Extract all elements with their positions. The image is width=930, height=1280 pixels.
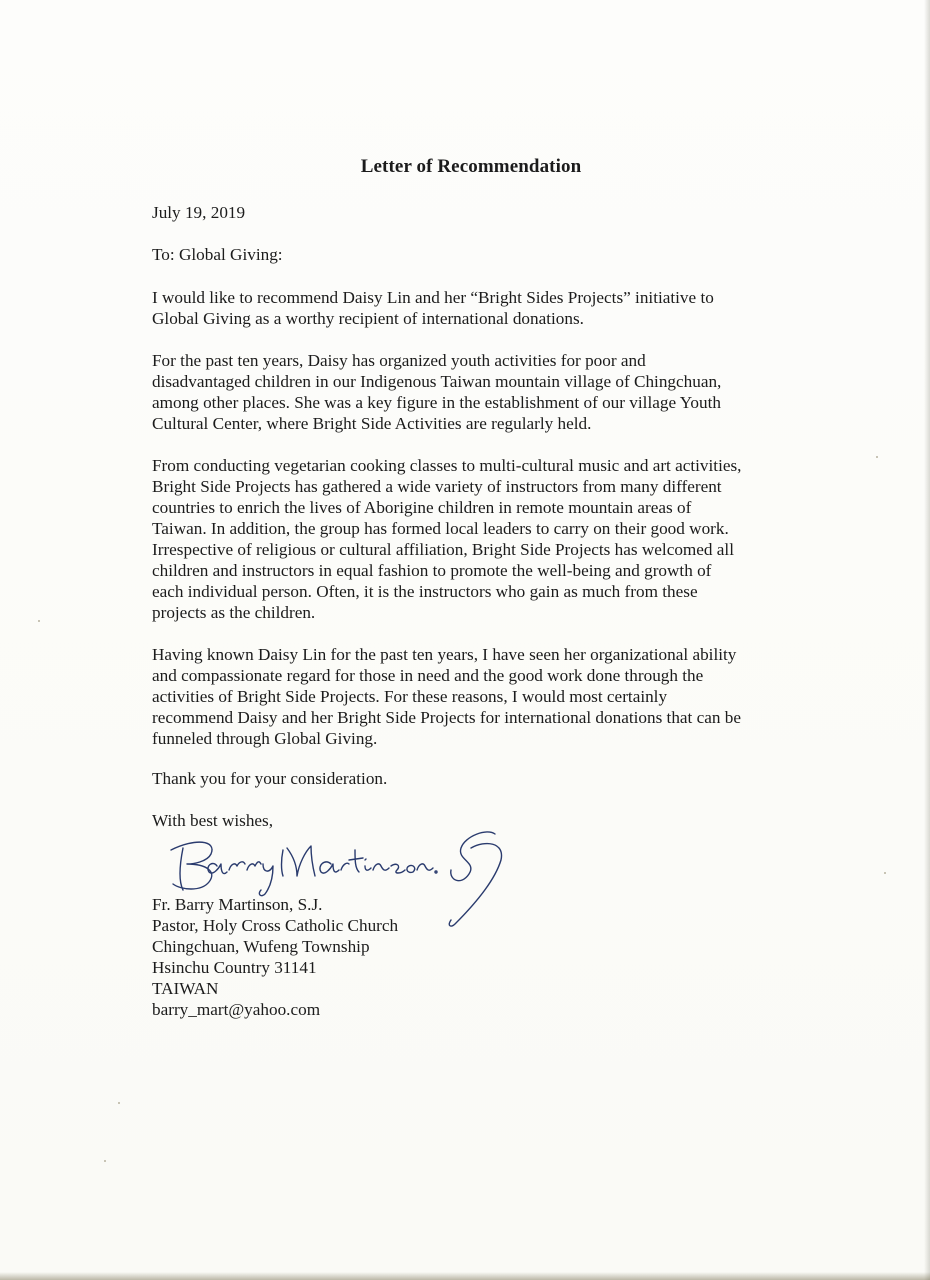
paragraph-line: Irrespective of religious or cultural affiliation, Bright Side Projects has welcomed all [152, 540, 734, 559]
scan-speck [876, 456, 878, 458]
paragraph-line: I would like to recommend Daisy Lin and her “Bright Sides Projects” initiative to [152, 288, 714, 307]
paragraph-3 [152, 455, 741, 623]
letter-salutation [152, 244, 283, 265]
paragraph-line: activities of Bright Side Projects. For these reasons, I would most certainly [152, 687, 668, 706]
paragraph-line: recommend Daisy and her Bright Side Projects for international donations that can be [152, 708, 741, 727]
scan-speck [104, 1160, 106, 1162]
closing-line: With best wishes, [152, 811, 274, 830]
paragraph-line: Taiwan. In addition, the group has formed local leaders to carry on their good work. [152, 519, 729, 538]
signer-name: Fr. Barry Martinson, S.J. [152, 895, 323, 914]
paragraph-line: among other places. She was a key figure in the establishment of our village Youth [152, 393, 721, 412]
paragraph-line: For the past ten years, Daisy has organized youth activities for poor and [152, 351, 646, 370]
paragraph-line: Bright Side Projects has gathered a wide variety of instructors from many different [152, 477, 722, 496]
signature-block [152, 894, 398, 1020]
paragraph-line: funneled through Global Giving. [152, 729, 378, 748]
paper-edge-right [924, 0, 930, 1280]
paragraph-line: and compassionate regard for those in need and the good work done through the [152, 666, 704, 685]
paragraph-line: Having known Daisy Lin for the past ten years, I have seen her organizational ability [152, 645, 737, 664]
paragraph-line: projects as the children. [152, 603, 316, 622]
signer-title: Pastor, Holy Cross Catholic Church [152, 916, 399, 935]
thanks-line: Thank you for your consideration. [152, 769, 388, 788]
salutation-line: To: Global Giving: [152, 245, 283, 264]
paragraph-4 [152, 644, 741, 749]
paragraph-line: each individual person. Often, it is the instructors who gain as much from these [152, 582, 698, 601]
letter-title: Letter of Recommendation [360, 156, 582, 177]
scan-speck [884, 872, 886, 874]
paragraph-1 [152, 287, 714, 329]
paper-edge-bottom [0, 1272, 930, 1280]
paragraph-line: Cultural Center, where Bright Side Activities are regularly held. [152, 414, 592, 433]
letter-date [152, 202, 245, 223]
signer-address-line: Hsinchu Country 31141 [152, 958, 317, 977]
signer-country: TAIWAN [152, 979, 219, 998]
signer-email: barry_mart@yahoo.com [152, 1000, 321, 1019]
paragraph-line: children and instructors in equal fashion to promote the well-being and growth of [152, 561, 712, 580]
scan-speck [38, 620, 40, 622]
paragraph-line: countries to enrich the lives of Aborigine children in remote mountain areas of [152, 498, 692, 517]
paragraph-line: Global Giving as a worthy recipient of international donations. [152, 309, 584, 328]
paragraph-line: From conducting vegetarian cooking classes to multi-cultural music and art activities, [152, 456, 742, 475]
paragraph-line: disadvantaged children in our Indigenous Taiwan mountain village of Chingchuan, [152, 372, 722, 391]
signer-address-line: Chingchuan, Wufeng Township [152, 937, 370, 956]
letter-thanks [152, 768, 387, 789]
paragraph-2 [152, 350, 721, 434]
date-line: July 19, 2019 [152, 203, 246, 222]
scan-speck [118, 1102, 120, 1104]
